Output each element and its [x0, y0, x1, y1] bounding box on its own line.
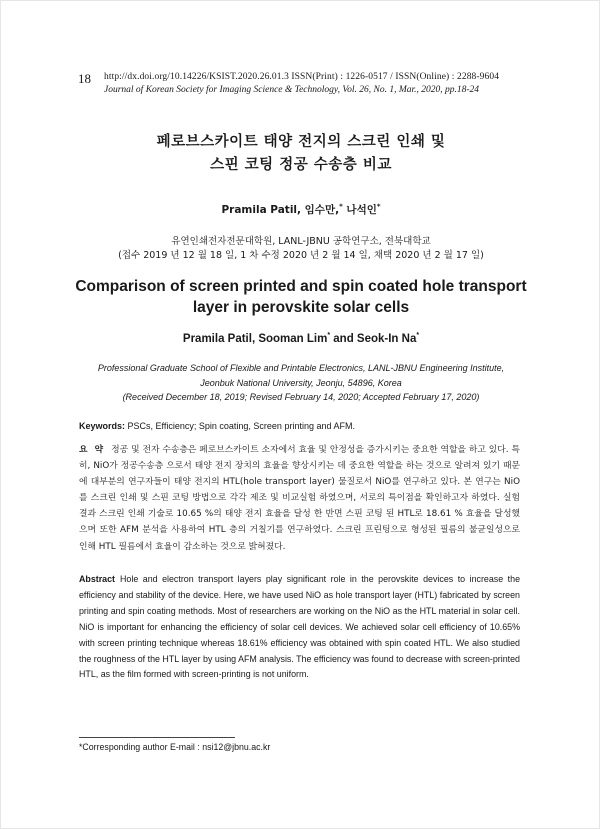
korean-title-line-1: 페로브스카이트 태양 전지의 스크린 인쇄 및	[156, 134, 446, 150]
corresponding-mark: *	[376, 202, 381, 211]
footnote-divider	[79, 737, 235, 738]
korean-affiliation: 유연인쇄전자전문대학원, LANL-JBNU 공학연구소, 전북대학교	[171, 236, 431, 247]
corresponding-mark: *	[339, 202, 343, 211]
journal-citation: Journal of Korean Society for Imaging Science & Technology, Vol. 26, No. 1, Mar., 2020, pp.18-24	[104, 85, 480, 95]
english-abstract-label: Abstract	[79, 574, 116, 584]
english-abstract-text: Hole and electron transport layers play significant role in the perovskite devices to increase the efficiency and stability of the device. Here, we have used NiO as hole transport layer (HTL) fabricated by screen printing and spin coating methods. Most of researchers are working on the NiO as the HTL material in solar cell. NiO is important for enhancing the efficiency of solar cell devices. We achieved solar cell efficiency of 10.65% with screen printing technique whereas 18.61% efficiency was obtained with spin coated HTL. We also studied the roughness of the HTL layer by using AFM analysis. The efficiency was found to decrease with screen-printed HTL, as the film formed with screen-printing is not uniform.	[79, 574, 520, 680]
korean-abstract	[79, 442, 520, 555]
english-affiliation-line-2: Jeonbuk National University, Jeonju, 54896, Korea	[200, 378, 402, 388]
keywords	[79, 421, 355, 431]
korean-authors	[1, 202, 600, 217]
page-number: 18	[78, 71, 91, 86]
english-received-dates: (Received December 18, 2019; Revised February 14, 2020; Accepted February 17, 2020)	[122, 392, 480, 402]
korean-author-last: 나석인	[342, 204, 377, 216]
english-author-names: Pramila Patil, Sooman Lim	[182, 332, 328, 345]
english-title-line-2: layer in perovskite solar cells	[192, 299, 410, 316]
corresponding-author-footnote: *Corresponding author E-mail : nsi12@jbnu.ac.kr	[79, 742, 271, 752]
korean-author-names: Pramila Patil, 임수만,	[221, 204, 340, 216]
korean-received-dates: (접수 2019 년 12 월 18 일, 1 차 수정 2020 년 2 월 14 일, 채택 2020 년 2 월 17 일)	[118, 250, 484, 261]
korean-abstract-label: 요 약	[79, 445, 106, 455]
english-authors	[1, 332, 600, 345]
english-affiliation-line-1: Professional Graduate School of Flexible and Printable Electronics, LANL-JBNU Engineering Institute,	[97, 363, 505, 373]
keywords-text: PSCs, Efficiency; Spin coating, Screen printing and AFM.	[127, 421, 355, 431]
doi-issn-line: http://dx.doi.org/10.14226/KSIST.2020.26.01.3 ISSN(Print) : 1226-0517 / ISSN(Online) : 2288-9604	[104, 72, 500, 82]
korean-abstract-text: 정공 및 전자 수송층은 페로브스카이트 소자에서 효율 및 안정성을 증가시키는 중요한 역할을 하고 있다. 특히, NiO가 정공수송층 으로서 태양 전지 장치의 효율을 향상시키는 데 중요한 역할을 하는 것으로 알려져 있기 때문에 대부분의 연구자들이 태양 전지의 HTL(hole transport layer) 물질로서 NiO를 연구하고 있다. 본 연구는 NiO를 스크린 인쇄 및 스핀 코팅 방법으로 각각 제조 및 비교실험 하였으며, 서로의 특이점을 확인하고자 하였다. 실험결과 스크린 인쇄 기술로 10.65 %의 태양 전지 효율을 달성 한 반면 스핀 코팅 된 HTL로 18.61 % 효율을 달성했으며 또한 AFM 분석을 사용하여 HTL 층의 거칠기를 연구하였다. 스크린 프린팅으로 형성된 필름의 불균일성으로 인해 HTL 필름에서 효율이 감소하는 것으로 밝혀졌다.	[79, 445, 520, 552]
english-abstract	[79, 572, 520, 683]
corresponding-mark: *	[327, 332, 331, 339]
english-title-line-1: Comparison of screen printed and spin coated hole transport	[75, 278, 527, 295]
korean-title-line-2: 스핀 코팅 정공 수송층 비교	[210, 157, 392, 173]
corresponding-mark: *	[416, 332, 420, 339]
english-author-last: and Seok-In Na	[330, 332, 417, 345]
keywords-label: Keywords:	[79, 421, 126, 431]
